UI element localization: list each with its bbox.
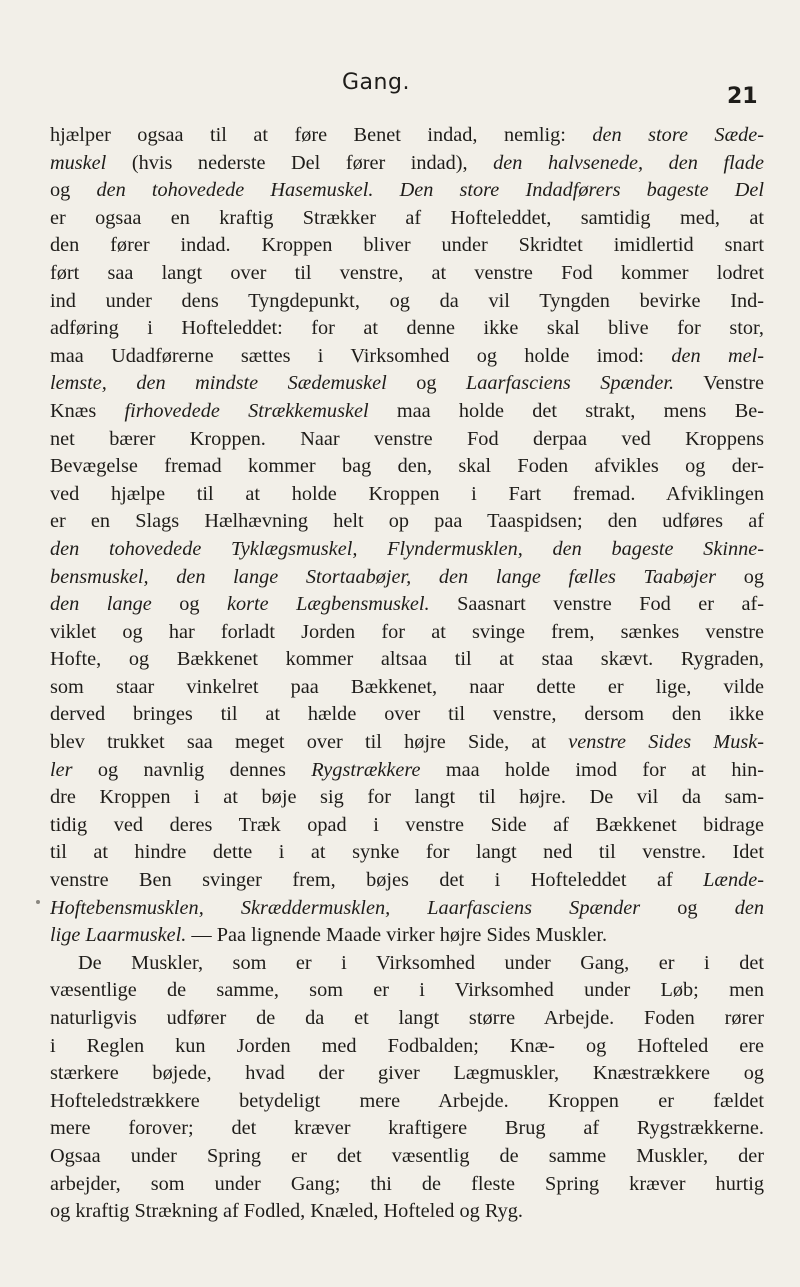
body-text: [50, 122, 764, 1226]
text-run: ind under dens Tyngdepunkt, og da vil Tyngden bevirke Ind-: [50, 289, 764, 312]
italic-term: muskel: [50, 151, 107, 174]
text-run: stærkere bøjede, hvad der giver Lægmuskler, Knæstrækkere og: [50, 1062, 764, 1085]
text-run: maa holde imod for at hin-: [420, 758, 764, 781]
italic-term: lemste, den mindste Sædemuskel: [50, 372, 387, 395]
text-run: ved hjælpe til at holde Kroppen i Fart fremad. Afviklingen: [50, 482, 764, 505]
text-run: Saasnart venstre Fod er af-: [429, 593, 764, 616]
text-run: ført saa langt over til venstre, at venstre Fod kommer lodret: [50, 261, 764, 284]
text-run: dre Kroppen i at bøje sig for langt til højre. De vil da sam-: [50, 786, 764, 809]
italic-term: firhovedede Strækkemuskel: [124, 399, 369, 422]
text-run: arbejder, som under Gang; thi de fleste Spring kræver hurtig: [50, 1172, 764, 1195]
text-line: [50, 895, 764, 923]
text-run: net bærer Kroppen. Naar venstre Fod derpaa ved Kroppens: [50, 427, 764, 450]
italic-term: Hoftebensmusklen, Skræddermusklen, Laarfasciens Spænder: [50, 896, 641, 919]
running-head: [0, 60, 800, 109]
text-line: [50, 701, 764, 729]
italic-term: venstre Sides Musk-: [568, 731, 764, 754]
text-line: [50, 370, 764, 398]
text-line: [50, 564, 764, 592]
text-run: Bevægelse fremad kommer bag den, skal Foden afvikles og der-: [50, 455, 764, 478]
text-run: hjælper ogsaa til at føre Benet indad, nemlig:: [50, 124, 593, 146]
text-line: [50, 977, 764, 1005]
text-line: [50, 1115, 764, 1143]
italic-term: Lænde-: [703, 869, 764, 892]
text-line: [50, 812, 764, 840]
text-run: til at hindre dette i at synke for langt ned til venstre. Idet: [50, 841, 764, 864]
text-run: (hvis nederste Del fører indad),: [106, 151, 494, 174]
text-run: og navnlig dennes: [72, 758, 312, 781]
italic-term: den lange: [50, 593, 152, 616]
text-run: og: [151, 593, 227, 616]
text-run: og kraftig Strækning af Fodled, Knæled, Hofteled og Ryg.: [50, 1200, 523, 1223]
text-line: [50, 922, 764, 950]
italic-term: den: [734, 896, 764, 919]
italic-term: Laarfasciens Spænder.: [466, 372, 675, 395]
text-line: [50, 729, 764, 757]
text-line: [50, 1033, 764, 1061]
text-line: [50, 315, 764, 343]
text-run: og: [640, 896, 735, 919]
text-line: [50, 646, 764, 674]
text-run: Hofte, og Bækkenet kommer altsaa til at staa skævt. Rygraden,: [50, 648, 764, 671]
text-run: mere forover; det kræver kraftigere Brug af Rygstrækkerne.: [50, 1117, 764, 1140]
text-line: [50, 426, 764, 454]
text-run: som staar vinkelret paa Bækkenet, naar dette er lige, vilde: [50, 675, 764, 698]
text-run: Venstre: [674, 372, 764, 395]
text-run: og: [716, 565, 764, 588]
text-run: og: [386, 372, 467, 395]
text-run: Ogsaa under Spring er det væsentlig de samme Muskler, der: [50, 1144, 764, 1167]
italic-term: den mel-: [671, 344, 764, 367]
text-run: er ogsaa en kraftig Strækker af Hofteleddet, samtidig med, at: [50, 206, 764, 229]
page-number: 21: [727, 84, 758, 109]
text-line: [50, 674, 764, 702]
text-run: — Paa lignende Maade virker højre Sides Muskler.: [186, 924, 608, 947]
text-line: [50, 453, 764, 481]
text-run: maa Udadførerne sættes i Virksomhed og holde imod:: [50, 344, 672, 367]
text-line: [50, 177, 764, 205]
text-line: [50, 398, 764, 426]
text-line: [50, 591, 764, 619]
italic-term: den tohovedede Tyklægsmuskel, Flyndermusklen, den bageste Skinne-: [50, 537, 764, 560]
text-line: [50, 784, 764, 812]
text-line: [50, 481, 764, 509]
text-line: [50, 1005, 764, 1033]
italic-term: Rygstrækkere: [311, 758, 421, 781]
italic-term: bensmuskel, den lange Stortaabøjer, den lange fælles Taabøjer: [50, 565, 717, 588]
text-run: tidig ved deres Træk opad i venstre Side af Bækkenet bidrage: [50, 813, 764, 836]
text-line: [50, 757, 764, 785]
text-line: [50, 619, 764, 647]
text-run: Hofteledstrækkere betydeligt mere Arbejde. Kroppen er fældet: [50, 1089, 764, 1112]
text-line: [50, 1088, 764, 1116]
text-run: De Muskler, som er i Virksomhed under Gang, er i det: [78, 951, 764, 974]
italic-term: lige Laarmuskel.: [50, 924, 187, 947]
text-run: er en Slags Hælhævning helt op paa Taaspidsen; den udføres af: [50, 510, 764, 533]
text-run: maa holde det strakt, mens Be-: [368, 399, 764, 422]
text-run: væsentlige de samme, som er i Virksomhed under Løb; men: [50, 979, 764, 1002]
text-line: [50, 205, 764, 233]
text-run: i Reglen kun Jorden med Fodbalden; Knæ- og Hofteled ere: [50, 1034, 764, 1057]
text-run: naturligvis udfører de da et langt større Arbejde. Foden rører: [50, 1007, 764, 1029]
text-line: [50, 536, 764, 564]
text-run: venstre Ben svinger frem, bøjes det i Hofteleddet af: [50, 869, 704, 892]
text-run: den fører indad. Kroppen bliver under Skridtet imidlertid snart: [50, 234, 764, 257]
paper-speck: [36, 900, 40, 904]
text-line: [50, 1171, 764, 1199]
text-run: adføring i Hofteleddet: for at denne ikke skal blive for stor,: [50, 317, 764, 340]
italic-term: den halvsenede, den flade: [493, 151, 764, 174]
text-line: [50, 1143, 764, 1171]
text-line: [50, 343, 764, 371]
text-line: [50, 232, 764, 260]
text-run: blev trukket saa meget over til højre Side, at: [50, 731, 569, 754]
text-run: og: [50, 179, 97, 202]
text-run: derved bringes til at hælde over til venstre, dersom den ikke: [50, 703, 764, 726]
text-line: [50, 867, 764, 895]
italic-term: den tohovedede Hasemuskel. Den store Indadførers bageste Del: [96, 179, 764, 202]
running-title: Gang.: [342, 70, 410, 95]
text-line: [50, 122, 764, 150]
text-line: [50, 950, 764, 978]
text-line: [50, 150, 764, 178]
text-line: [50, 260, 764, 288]
text-line: [50, 508, 764, 536]
text-line: [50, 1198, 764, 1226]
italic-term: ler: [50, 758, 73, 781]
text-run: viklet og har forladt Jorden for at svinge frem, sænkes venstre: [50, 620, 764, 643]
text-run: Knæs: [50, 399, 125, 422]
italic-term: den store Sæde-: [592, 124, 764, 146]
text-line: [50, 288, 764, 316]
text-line: [50, 839, 764, 867]
italic-term: korte Lægbensmuskel.: [226, 593, 430, 616]
text-line: [50, 1060, 764, 1088]
